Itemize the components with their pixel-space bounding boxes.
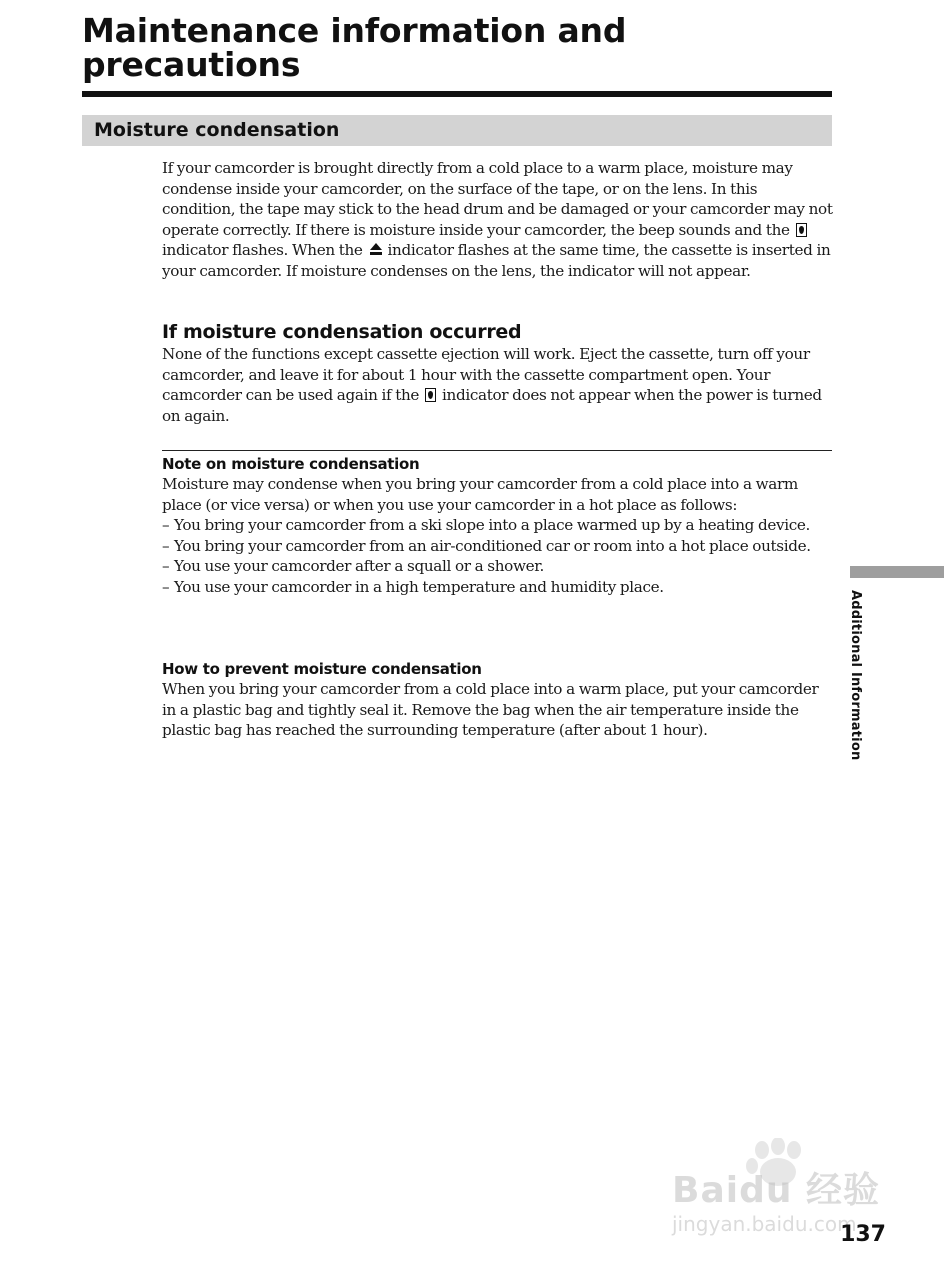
- intro-text-2: indicator flashes. When the: [162, 241, 363, 259]
- watermark-brand: Baidu 经验: [672, 1170, 881, 1211]
- title-rule: [82, 91, 832, 97]
- side-tab-bar: [850, 566, 944, 578]
- intro-block: [162, 158, 834, 281]
- intro-paragraph: [162, 158, 834, 281]
- list-item: [162, 536, 834, 557]
- list-item: [162, 577, 834, 598]
- list-item-text: You use your camcorder in a high temperature and humidity place.: [174, 577, 664, 596]
- sub-heading: If moisture condensation occurred: [162, 321, 522, 343]
- prevent-block: [162, 659, 834, 741]
- moisture-indicator-icon: [425, 388, 436, 402]
- occurred-block: [162, 320, 834, 426]
- occurred-text-2: indicator does not appear when the power is turned on again.: [162, 386, 822, 425]
- moisture-indicator-icon: [796, 223, 807, 237]
- note-heading: Note on moisture condensation: [162, 455, 420, 473]
- intro-text-3: indicator flashes at the same time, the cassette is inserted in your camcorder. If moisture condenses on the lens, the indicator will not appear.: [162, 241, 831, 280]
- dash-marker: –: [162, 577, 170, 596]
- page-number: 137: [840, 1222, 886, 1247]
- section-heading: Moisture condensation: [82, 115, 832, 146]
- list-item-text: You bring your camcorder from an air-conditioned car or room into a hot place outside.: [174, 536, 811, 555]
- note-divider: [162, 450, 832, 451]
- dash-marker: –: [162, 536, 170, 555]
- side-tab-label: Additional Information: [848, 590, 863, 761]
- intro-text-1: If your camcorder is brought directly from a cold place to a warm place, moisture may condense inside your camcorder, on the surface of the tape, or on the lens. In this condition, the tape may stick to the head drum and be damaged or your camcorder may not operate correctly. If there is moisture inside your camcorder, the beep sounds and the: [162, 159, 833, 239]
- list-item: [162, 556, 834, 577]
- note-list: [162, 515, 834, 597]
- list-item: [162, 515, 834, 536]
- note-block: [162, 454, 834, 597]
- page-title: Maintenance information and precautions: [82, 11, 627, 84]
- watermark-url: jingyan.baidu.com: [672, 1212, 857, 1236]
- dash-marker: –: [162, 516, 170, 534]
- prevent-text: When you bring your camcorder from a cold place into a warm place, put your camcorder in a plastic bag and tightly seal it. Remove the bag when the air temperature inside the plastic bag has reached the surrounding temperature (after about 1 hour).: [162, 680, 819, 739]
- note-text: Moisture may condense when you bring your camcorder from a cold place into a warm place (or vice versa) or when you use your camcorder in a hot place as follows:: [162, 475, 798, 514]
- prevent-heading: How to prevent moisture condensation: [162, 660, 482, 678]
- dash-marker: –: [162, 557, 170, 575]
- occurred-paragraph: [162, 344, 834, 426]
- list-item-text: You use your camcorder after a squall or a shower.: [174, 557, 544, 575]
- list-item-text: You bring your camcorder from a ski slope into a place warmed up by a heating device.: [174, 516, 811, 534]
- eject-icon: [369, 243, 382, 256]
- occurred-text-1: None of the functions except cassette ejection will work. Eject the cassette, turn off your camcorder, and leave it for about 1 hour with the cassette compartment open. Your camcorder can be used again if the: [162, 345, 810, 404]
